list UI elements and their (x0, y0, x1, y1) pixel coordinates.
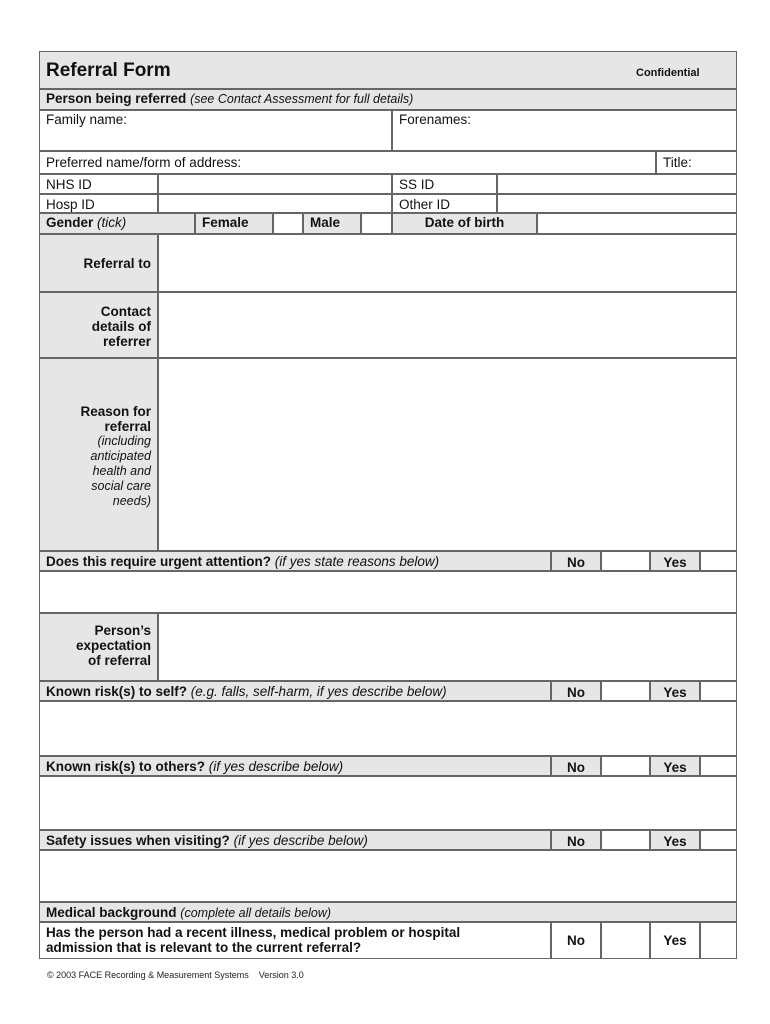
urgent-no-checkbox[interactable] (601, 551, 650, 571)
expectation-label: Person’s expectation of referral (39, 613, 158, 681)
medical-heading: Medical background (complete all details below) (39, 902, 737, 922)
risk-self-question: Known risk(s) to self? (e.g. falls, self-harm, if yes describe below) (39, 681, 551, 701)
nhs-id-label: NHS ID (39, 174, 158, 194)
copyright: © 2003 FACE Recording & Measurement Systems (47, 970, 249, 980)
person-heading: Person being referred (see Contact Assessment for full details) (39, 89, 737, 110)
risk-self-yes-checkbox[interactable] (700, 681, 737, 701)
recent-illness-yes-checkbox[interactable] (700, 922, 737, 959)
expectation-field[interactable] (158, 613, 737, 681)
family-name-field[interactable] (39, 110, 392, 151)
title-field[interactable] (656, 151, 737, 174)
confidential-label: Confidential (636, 67, 700, 79)
title-label: Title: (663, 155, 692, 170)
urgent-question: Does this require urgent attention? (if yes state reasons below) (39, 551, 551, 571)
hosp-id-field[interactable] (158, 194, 392, 213)
urgent-no-label: No (551, 551, 601, 571)
safety-description-field[interactable] (39, 850, 737, 902)
other-id-label: Other ID (392, 194, 497, 213)
risk-self-no-label: No (551, 681, 601, 701)
referral-to-label: Referral to (39, 234, 158, 292)
risk-self-yes-label: Yes (650, 681, 700, 701)
risk-self-description-field[interactable] (39, 701, 737, 756)
female-label: Female (195, 213, 273, 234)
preferred-name-field[interactable] (39, 151, 656, 174)
safety-yes-checkbox[interactable] (700, 830, 737, 850)
risk-others-yes-label: Yes (650, 756, 700, 776)
dob-field[interactable] (537, 213, 737, 234)
female-checkbox[interactable] (273, 213, 303, 234)
urgent-reasons-field[interactable] (39, 571, 737, 613)
family-name-label: Family name: (46, 112, 128, 127)
ss-id-field[interactable] (497, 174, 737, 194)
reason-field[interactable] (158, 358, 737, 551)
urgent-yes-checkbox[interactable] (700, 551, 737, 571)
urgent-yes-label: Yes (650, 551, 700, 571)
recent-illness-question: Has the person had a recent illness, medical problem or hospital admission that is relevant to the current referral? (39, 922, 551, 959)
hosp-id-label: Hosp ID (39, 194, 158, 213)
risk-self-no-checkbox[interactable] (601, 681, 650, 701)
male-label: Male (303, 213, 361, 234)
version: Version 3.0 (258, 970, 304, 980)
other-id-field[interactable] (497, 194, 737, 213)
form-header (39, 51, 737, 89)
recent-illness-no-checkbox[interactable] (601, 922, 650, 959)
risk-others-yes-checkbox[interactable] (700, 756, 737, 776)
safety-no-checkbox[interactable] (601, 830, 650, 850)
safety-no-label: No (551, 830, 601, 850)
safety-yes-label: Yes (650, 830, 700, 850)
reason-label: Reason for referral (including anticipated health and social care needs) (39, 358, 158, 551)
nhs-id-field[interactable] (158, 174, 392, 194)
dob-label: Date of birth (392, 213, 537, 234)
forenames-label: Forenames: (399, 112, 472, 127)
risk-others-no-label: No (551, 756, 601, 776)
risk-others-no-checkbox[interactable] (601, 756, 650, 776)
contact-details-label: Contact details of referrer (39, 292, 158, 358)
referral-to-field[interactable] (158, 234, 737, 292)
risk-others-question: Known risk(s) to others? (if yes describe below) (39, 756, 551, 776)
footer (47, 970, 304, 980)
gender-label: Gender (tick) (39, 213, 195, 234)
contact-details-field[interactable] (158, 292, 737, 358)
preferred-name-label: Preferred name/form of address: (46, 155, 242, 170)
safety-question: Safety issues when visiting? (if yes describe below) (39, 830, 551, 850)
male-checkbox[interactable] (361, 213, 392, 234)
forenames-field[interactable] (392, 110, 737, 151)
risk-others-description-field[interactable] (39, 776, 737, 830)
page-title: Referral Form (46, 59, 171, 81)
recent-illness-no-label: No (551, 922, 601, 959)
recent-illness-yes-label: Yes (650, 922, 700, 959)
ss-id-label: SS ID (392, 174, 497, 194)
